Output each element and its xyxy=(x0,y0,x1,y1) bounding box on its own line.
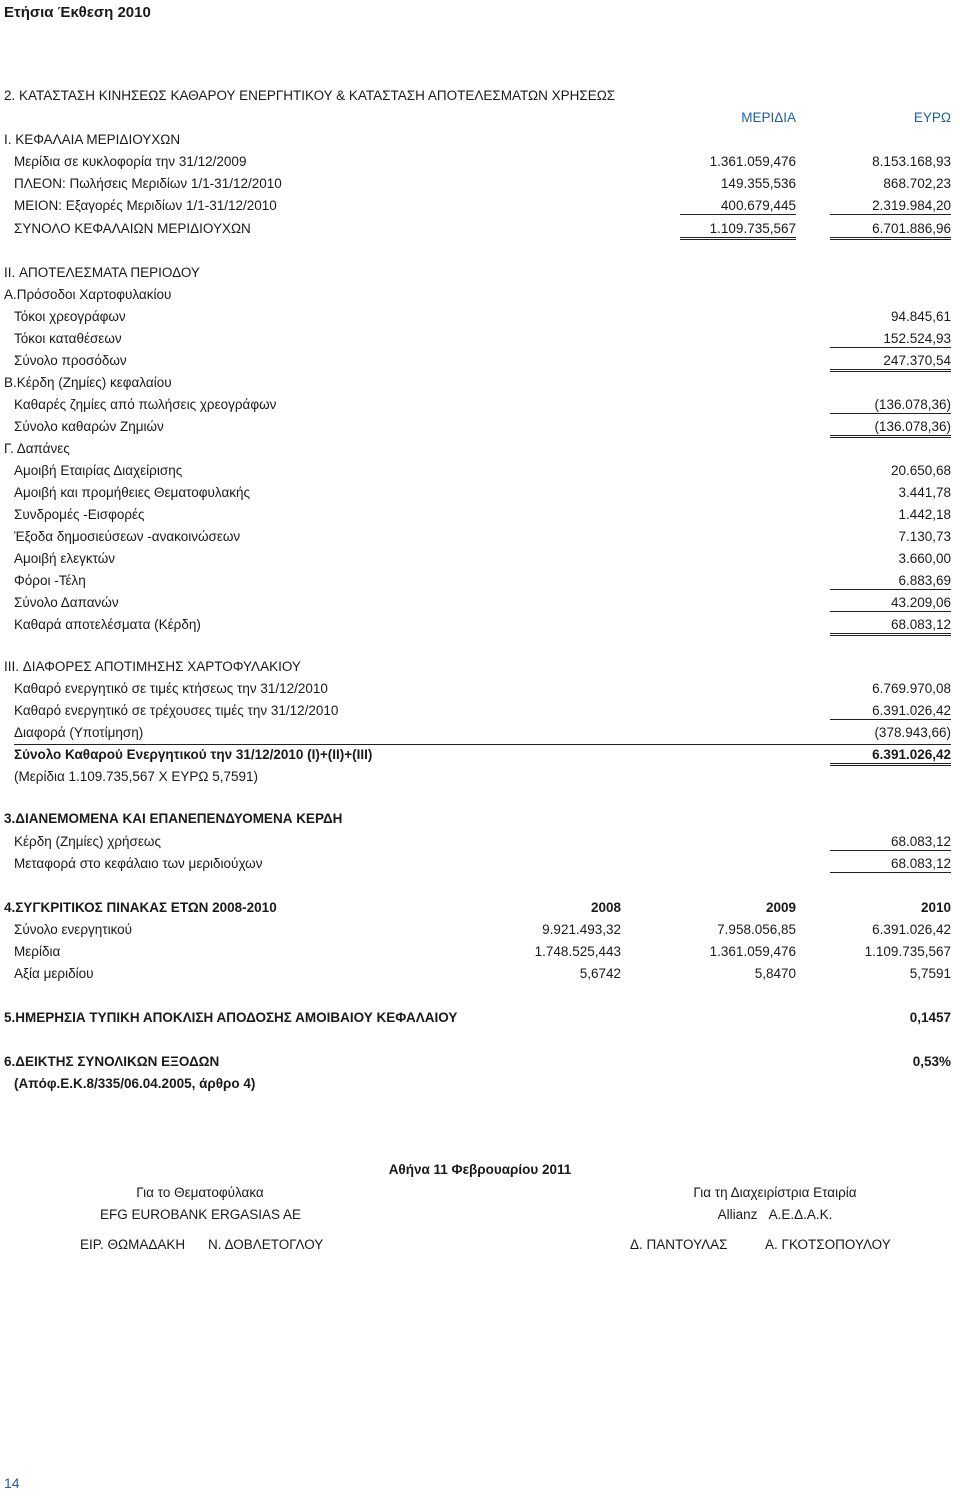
units-note: (Μερίδια 1.109.735,567 Χ ΕΥΡΩ 5,7591) xyxy=(14,769,258,784)
signatory-name: Α. ΓΚΟΤΣΟΠΟΥΛΟΥ xyxy=(765,1237,891,1252)
section-5-title: 5.ΗΜΕΡΗΣΙΑ ΤΥΠΙΚΗ ΑΠΟΚΛΙΣΗ ΑΠΟΔΟΣΗΣ ΑΜΟΙΒΑΙΟΥ ΚΕΦΑΛΑΙΟΥ xyxy=(4,1010,458,1025)
capital-total-units: 1.109.735,567 xyxy=(680,221,796,240)
manager-company: Allianz Α.Ε.Δ.Α.Κ. xyxy=(717,1207,833,1222)
expense-row-value: 6.883,69 xyxy=(830,573,951,590)
expense-ratio-note: (Απόφ.Ε.Κ.8/335/06.04.2005, άρθρο 4) xyxy=(14,1076,256,1091)
manager-title: Για τη Διαχειρίστρια Εταιρία xyxy=(693,1185,857,1200)
expense-total-value: 43.209,06 xyxy=(830,595,951,612)
section-2-title: 2. ΚΑΤΑΣΤΑΣΗ ΚΙΝΗΣΕΩΣ ΚΑΘΑΡΟΥ ΕΝΕΡΓΗΤΙΚΟΥ & ΚΑΤΑΣΤΑΣΗ ΑΠΟΤΕΛΕΣΜΑΤΩΝ ΧΡΗΣΕΩΣ xyxy=(4,88,616,103)
comparison-row-label: Σύνολο ενεργητικού xyxy=(14,922,133,937)
section-4-title: 4.ΣΥΓΚΡΙΤΙΚΟΣ ΠΙΝΑΚΑΣ ΕΤΩΝ 2008-2010 xyxy=(4,900,277,915)
expense-row-label: Αμοιβή και προμήθειες Θεματοφυλακής xyxy=(14,485,251,500)
capital-row-label: ΠΛΕΟΝ: Πωλήσεις Μεριδίων 1/1-31/12/2010 xyxy=(14,176,282,191)
expense-total-label: Σύνολο Δαπανών xyxy=(14,595,119,610)
capital-row-eur: 868.702,23 xyxy=(883,176,951,191)
year-column-header: 2009 xyxy=(765,900,796,915)
expense-row-label: Αμοιβή Εταιρίας Διαχείρισης xyxy=(14,463,183,478)
valuation-heading: III. ΔΙΑΦΟΡΕΣ ΑΠΟΤΙΜΗΣΗΣ ΧΑΡΤΟΦΥΛΑΚΙΟΥ xyxy=(4,659,301,674)
gains-row-value: (136.078,36) xyxy=(830,397,951,414)
gains-total-value: (136.078,36) xyxy=(830,419,951,438)
expense-row-label: Έξοδα δημοσιεύσεων -ανακοινώσεων xyxy=(14,529,241,544)
comparison-cell: 1.109.735,567 xyxy=(864,944,951,959)
comparison-cell: 9.921.493,32 xyxy=(542,922,621,937)
custodian-title: Για το Θεματοφύλακα xyxy=(136,1185,264,1200)
expense-row-label: Φόροι -Τέλη xyxy=(14,573,86,588)
comparison-cell: 5,6742 xyxy=(579,966,621,981)
column-header-eur: ΕΥΡΩ xyxy=(913,110,951,125)
year-column-header: 2010 xyxy=(920,900,951,915)
valuation-row-value: 6.391.026,42 xyxy=(830,703,951,720)
comparison-row-label: Αξία μεριδίου xyxy=(14,966,94,981)
gains-heading: B.Κέρδη (Ζημίες) κεφαλαίου xyxy=(4,375,172,390)
distribution-row-value: 68.083,12 xyxy=(830,834,951,851)
capital-total-eur: 6.701.886,96 xyxy=(830,221,951,240)
income-row-label: Τόκοι καταθέσεων xyxy=(14,331,122,346)
income-row-value: 152.524,93 xyxy=(830,331,951,348)
signature-date-line: Αθήνα 11 Φεβρουαρίου 2011 xyxy=(388,1162,572,1177)
distribution-row-value: 68.083,12 xyxy=(830,856,951,873)
expense-row-label: Αμοιβή ελεγκτών xyxy=(14,551,116,566)
gains-row-label: Καθαρές ζημίες από πωλήσεις χρεογράφων xyxy=(14,397,277,412)
net-assets-total-label: Σύνολο Καθαρού Ενεργητικού την 31/12/2010 (I)+(II)+(III) xyxy=(14,747,373,762)
expense-ratio-value: 0,53% xyxy=(912,1054,951,1069)
comparison-cell: 6.391.026,42 xyxy=(872,922,951,937)
net-results-value: 68.083,12 xyxy=(830,617,951,636)
capital-row-label: Μερίδια σε κυκλοφορία την 31/12/2009 xyxy=(14,154,247,169)
net-results-label: Καθαρά αποτελέσματα (Κέρδη) xyxy=(14,617,201,632)
std-deviation-value: 0,1457 xyxy=(909,1010,951,1025)
distribution-row-label: Μεταφορά στο κεφάλαιο των μεριδιούχων xyxy=(14,856,263,871)
year-column-header: 2008 xyxy=(590,900,621,915)
income-total-value: 247.370,54 xyxy=(830,353,951,372)
comparison-cell: 7.958.056,85 xyxy=(717,922,796,937)
capital-row-label: ΜΕΙΟΝ: Εξαγορές Μεριδίων 1/1-31/12/2010 xyxy=(14,198,277,213)
section-6-title: 6.ΔΕΙΚΤΗΣ ΣΥΝΟΛΙΚΩΝ ΕΞΟΔΩΝ xyxy=(4,1054,220,1069)
valuation-divider xyxy=(14,744,951,745)
expense-row-value: 20.650,68 xyxy=(890,463,951,478)
column-header-units: ΜΕΡΙΔΙΑ xyxy=(741,110,796,125)
expense-row-value: 3.441,78 xyxy=(898,485,951,500)
page-number: 14 xyxy=(4,1475,20,1491)
results-heading: II. ΑΠΟΤΕΛΕΣΜΑΤΑ ΠΕΡΙΟΔΟΥ xyxy=(4,265,200,280)
report-title: Ετήσια Έκθεση 2010 xyxy=(4,4,151,21)
income-total-label: Σύνολο προσόδων xyxy=(14,353,127,368)
income-heading: A.Πρόσοδοι Χαρτοφυλακίου xyxy=(4,287,172,302)
income-row-label: Τόκοι χρεογράφων xyxy=(14,309,126,324)
signatory-name: Ν. ΔΟΒΛΕΤΟΓΛΟΥ xyxy=(208,1237,324,1252)
capital-total-label: ΣΥΝΟΛΟ ΚΕΦΑΛΑΙΩΝ ΜΕΡΙΔΙΟΥΧΩΝ xyxy=(14,221,251,236)
expense-row-value: 1.442,18 xyxy=(898,507,951,522)
valuation-row-label: Καθαρό ενεργητικό σε τρέχουσες τιμές την 31/12/2010 xyxy=(14,703,339,718)
expense-row-value: 7.130,73 xyxy=(898,529,951,544)
valuation-row-label: Διαφορά (Υποτίμηση) xyxy=(14,725,144,740)
income-row-value: 94.845,61 xyxy=(890,309,951,324)
gains-total-label: Σύνολο καθαρών Ζημιών xyxy=(14,419,164,434)
expense-row-value: 3.660,00 xyxy=(898,551,951,566)
capital-heading: I. ΚΕΦΑΛΑΙΑ ΜΕΡΙΔΙΟΥΧΩΝ xyxy=(4,132,181,147)
capital-row-eur: 8.153.168,93 xyxy=(872,154,951,169)
net-assets-total-value: 6.391.026,42 xyxy=(830,747,951,766)
comparison-cell: 1.361.059,476 xyxy=(709,944,796,959)
signatory-name: Δ. ΠΑΝΤΟΥΛΑΣ xyxy=(630,1237,728,1252)
valuation-row-label: Καθαρό ενεργητικό σε τιμές κτήσεως την 31/12/2010 xyxy=(14,681,328,696)
distribution-row-label: Κέρδη (Ζημίες) χρήσεως xyxy=(14,834,161,849)
comparison-cell: 1.748.525,443 xyxy=(534,944,621,959)
signatory-name: ΕΙΡ. ΘΩΜΑΔΑΚΗ xyxy=(80,1237,186,1252)
capital-row-units: 1.361.059,476 xyxy=(709,154,796,169)
valuation-row-value: (378.943,66) xyxy=(874,725,951,740)
capital-row-units: 400.679,445 xyxy=(680,198,796,215)
comparison-cell: 5,7591 xyxy=(909,966,951,981)
valuation-row-value: 6.769.970,08 xyxy=(872,681,951,696)
expenses-heading: Γ. Δαπάνες xyxy=(4,441,70,456)
expense-row-label: Συνδρομές -Εισφορές xyxy=(14,507,145,522)
comparison-cell: 5,8470 xyxy=(754,966,796,981)
custodian-company: EFG EUROBANK ERGASIAS AE xyxy=(100,1207,302,1222)
capital-row-units: 149.355,536 xyxy=(720,176,796,191)
section-3-title: 3.ΔΙΑΝΕΜΟΜΕΝΑ ΚΑΙ ΕΠΑΝΕΠΕΝΔΥΟΜΕΝΑ ΚΕΡΔΗ xyxy=(4,811,343,826)
comparison-row-label: Μερίδια xyxy=(14,944,61,959)
capital-row-eur: 2.319.984,20 xyxy=(830,198,951,215)
